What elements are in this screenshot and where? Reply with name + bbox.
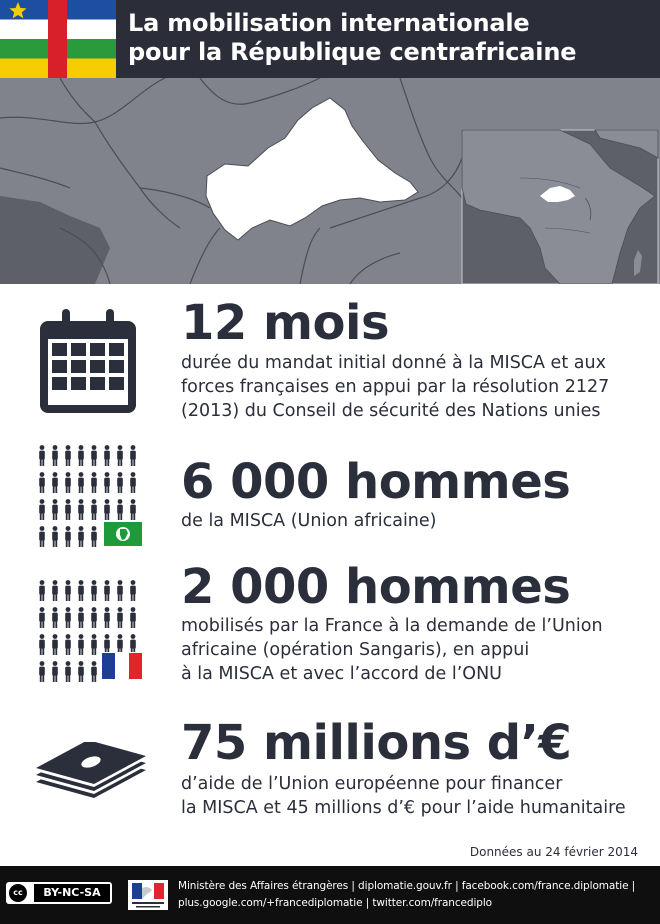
desc-line: la MISCA et 45 millions d’€ pour l’aide humanitaire: [181, 798, 626, 818]
desc-line: de la MISCA (Union africaine): [181, 511, 437, 531]
cc-license-badge[interactable]: [6, 882, 112, 904]
french-flag-icon: [101, 652, 143, 680]
stat-duration-value: 12 mois: [181, 295, 390, 351]
license-label: BY-NC-SA: [34, 884, 110, 902]
page-title: [128, 9, 576, 67]
car-flag-icon: [0, 0, 116, 78]
data-date-note: Données au 24 février 2014: [469, 845, 638, 859]
stat-eu-aid-description: [181, 772, 626, 820]
footer: [0, 866, 660, 924]
creative-commons-icon: cc: [9, 884, 27, 902]
people-african-union-icon: [38, 445, 144, 549]
stat-au-troops-description: [181, 509, 437, 533]
header-banner: [0, 0, 660, 78]
people-france-icon: [38, 580, 144, 684]
desc-line: africaine (opération Sangaris), en appui: [181, 640, 530, 660]
footer-credits: [178, 878, 635, 912]
stat-duration-description: [181, 351, 609, 423]
calendar-icon: [40, 309, 136, 413]
map-illustration: [0, 78, 660, 284]
desc-line: mobilisés par la France à la demande de l’Union: [181, 616, 603, 636]
stat-french-troops-value: 2 000 hommes: [181, 559, 571, 615]
desc-line: durée du mandat initial donné à la MISCA et aux: [181, 353, 606, 373]
desc-line: d’aide de l’Union européenne pour financer: [181, 774, 563, 794]
africa-inset-map: [462, 130, 658, 284]
title-line-1: La mobilisation internationale: [128, 9, 530, 37]
desc-line: à la MISCA et avec l’accord de l’ONU: [181, 664, 502, 684]
stat-au-troops-value: 6 000 hommes: [181, 454, 571, 510]
african-union-flag-icon: [103, 521, 143, 547]
banknotes-icon: [36, 742, 146, 802]
stat-eu-aid-value: 75 millions d’€: [181, 715, 572, 771]
republique-francaise-logo-icon: [128, 880, 168, 910]
map-central-africa: [0, 78, 660, 284]
desc-line: (2013) du Conseil de sécurité des Nations unies: [181, 401, 601, 421]
footer-line-2: plus.google.com/+francediplomatie | twitter.com/francediplo: [178, 897, 492, 909]
stat-french-troops-description: [181, 614, 603, 686]
desc-line: forces françaises en appui par la résolution 2127: [181, 377, 610, 397]
title-line-2: pour la République centrafricaine: [128, 38, 577, 66]
footer-line-1: Ministère des Affaires étrangères | diplomatie.gouv.fr | facebook.com/france.diplomatie |: [178, 880, 636, 892]
